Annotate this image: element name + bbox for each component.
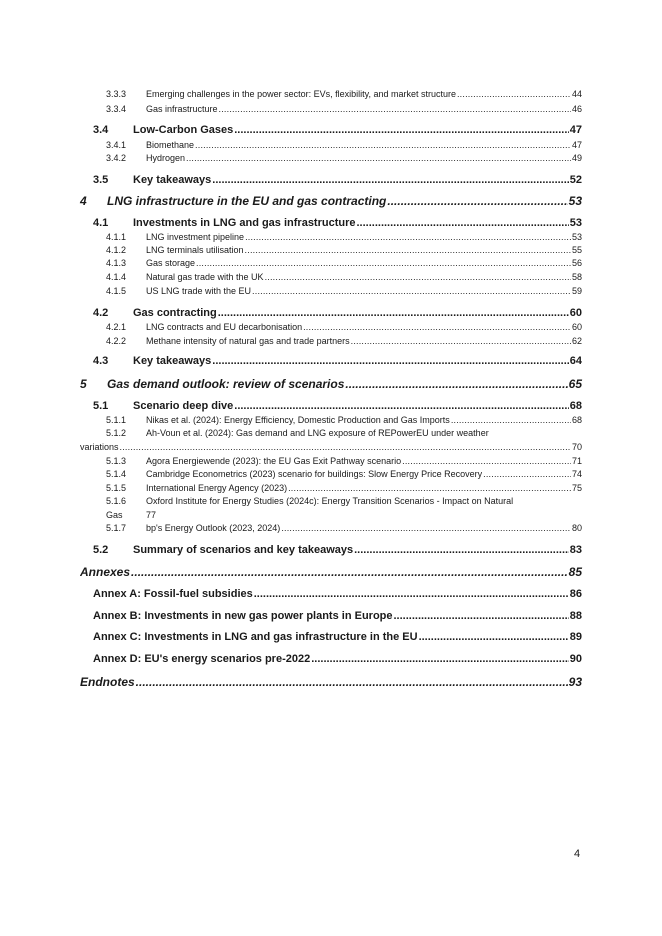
toc-entry-title: US LNG trade with the EU	[146, 286, 252, 296]
toc-entry-page: 68	[569, 400, 582, 412]
toc-entry-page: 68	[571, 415, 582, 425]
toc-entry-number: 5	[80, 377, 87, 391]
toc-leader-dots	[245, 232, 571, 242]
toc-entry-title: Endnotes	[80, 675, 135, 689]
toc-entry-title: Oxford Institute for Energy Studies (2024c): Energy Transition Scenarios - Impact on Natural	[146, 496, 514, 506]
toc-entry-4-2-1[interactable]	[80, 322, 582, 332]
toc-entry-title: Gas storage	[146, 258, 196, 268]
toc-entry-page: 62	[571, 336, 582, 346]
toc-entry-5-1-2[interactable]	[80, 428, 582, 438]
toc-entry-title: Key takeaways	[133, 355, 212, 367]
toc-entry-title: Key takeaways	[133, 174, 212, 186]
toc-entry-title: Emerging challenges in the power sector: EVs, flexibility, and market structure	[146, 89, 456, 99]
toc-entry-title: Natural gas trade with the UK	[146, 272, 264, 282]
toc-entry-number: 5.1.7	[106, 523, 127, 533]
toc-entry-number: 3.4.2	[106, 153, 127, 163]
toc-entry-page: 53	[569, 217, 582, 229]
toc-entry-page: 47	[569, 124, 582, 136]
toc-entry-title: Summary of scenarios and key takeaways	[133, 544, 354, 556]
toc-entry-page: 46	[571, 104, 582, 114]
toc-entry-number: 4.2.1	[106, 322, 127, 332]
toc-entry-title: Gas infrastructure	[146, 104, 218, 114]
toc-entry-number: 4.1	[93, 217, 109, 229]
toc-leader-dots	[195, 140, 571, 150]
toc-entry-number: 5.1.1	[106, 415, 127, 425]
toc-entry-page: 64	[569, 355, 582, 367]
toc-entry-5-1[interactable]	[80, 400, 582, 412]
toc-entry-number: 4.2	[93, 307, 109, 319]
toc-leader-dots	[281, 523, 571, 533]
toc-leader-dots	[402, 456, 571, 466]
toc-entry-title: Scenario deep dive	[133, 400, 234, 412]
toc-entry-page: 71	[571, 456, 582, 466]
page-number: 4	[574, 848, 581, 860]
toc-leader-dots	[131, 565, 568, 579]
toc-entry-number: 4.1.4	[106, 272, 127, 282]
toc-leader-dots	[212, 355, 568, 367]
toc-entry-title: LNG infrastructure in the EU and gas contracting	[107, 194, 387, 208]
toc-entry-page: 75	[571, 483, 582, 493]
toc-leader-dots	[245, 245, 571, 255]
toc-entry-title: International Energy Agency (2023)	[146, 483, 288, 493]
toc-entry-5-1-3[interactable]	[80, 456, 582, 466]
toc-entry-annexes[interactable]	[80, 565, 582, 579]
toc-entry-title: Low-Carbon Gases	[133, 124, 234, 136]
toc-entry-endnotes[interactable]	[80, 675, 582, 689]
toc-entry-title: Gas demand outlook: review of scenarios	[107, 377, 345, 391]
toc-entry-5[interactable]	[80, 377, 582, 391]
toc-entry-number: 3.3.4	[106, 104, 127, 114]
toc-entry-title: Annex A: Fossil-fuel subsidies	[93, 588, 253, 600]
toc-entry-annex-a[interactable]	[80, 588, 582, 600]
toc-entry-title: Annex B: Investments in new gas power plants in Europe	[93, 610, 393, 622]
toc-entry-number: 4.1.3	[106, 258, 127, 268]
toc-entry-title-continuation: variations	[80, 442, 119, 452]
toc-entry-title: Cambridge Econometrics (2023) scenario for buildings: Slow Energy Price Recovery	[146, 469, 483, 479]
toc-entry-title: LNG terminals utilisation	[146, 245, 244, 255]
toc-entry-number: 5.2	[93, 544, 109, 556]
toc-entry-4-1[interactable]	[80, 217, 582, 229]
toc-leader-dots	[136, 675, 568, 689]
toc-entry-page: 60	[571, 322, 582, 332]
toc-entry-number: 4.2.2	[106, 336, 127, 346]
toc-entry-page: 53	[571, 232, 582, 242]
toc-entry-page: 85	[568, 565, 582, 579]
toc-entry-title: Agora Energiewende (2023): the EU Gas Exit Pathway scenario	[146, 456, 402, 466]
toc-entry-number: 3.4.1	[106, 140, 127, 150]
toc-entry-5-1-6-continuation[interactable]	[80, 510, 582, 520]
toc-entry-5-1-4[interactable]	[80, 469, 582, 479]
toc-entry-4-2[interactable]	[80, 307, 582, 319]
toc-entry-page: 74	[571, 469, 582, 479]
toc-entry-number: 5.1	[93, 400, 109, 412]
toc-entry-3-3-4[interactable]	[80, 104, 582, 114]
toc-leader-dots	[354, 544, 569, 556]
toc-entry-page: 60	[569, 307, 582, 319]
toc-entry-4-1-2[interactable]	[80, 245, 582, 255]
toc-leader-dots	[218, 307, 569, 319]
toc-entry-number: 4.1.2	[106, 245, 127, 255]
toc-entry-number: 4	[80, 194, 87, 208]
toc-entry-page: 53	[568, 194, 582, 208]
toc-leader-dots	[351, 336, 571, 346]
toc-entry-3-3-3[interactable]	[80, 89, 582, 99]
toc-leader-dots	[457, 89, 571, 99]
toc-leader-dots	[451, 415, 571, 425]
toc-leader-dots	[483, 469, 571, 479]
toc-entry-title: Nikas et al. (2024): Energy Efficiency, Domestic Production and Gas Imports	[146, 415, 450, 425]
toc-entry-5-1-5[interactable]	[80, 483, 582, 493]
toc-entry-page: 47	[571, 140, 582, 150]
toc-entry-title: Ah-Voun et al. (2024): Gas demand and LNG exposure of REPowerEU under weather	[146, 428, 489, 438]
toc-entry-annex-b[interactable]	[80, 610, 582, 622]
toc-entry-page: 65	[568, 377, 582, 391]
toc-entry-page: 86	[569, 588, 582, 600]
toc-entry-title: Investments in LNG and gas infrastructure	[133, 217, 356, 229]
toc-entry-5-2[interactable]	[80, 544, 582, 556]
toc-entry-4-3[interactable]	[80, 355, 582, 367]
toc-entry-5-1-7[interactable]	[80, 523, 582, 533]
toc-leader-dots	[212, 174, 568, 186]
toc-leader-dots	[234, 400, 568, 412]
toc-entry-title-continuation: Gas	[106, 510, 123, 520]
toc-entry-page: 77	[146, 510, 157, 520]
toc-entry-4-2-2[interactable]	[80, 336, 582, 346]
toc-entry-4[interactable]	[80, 194, 582, 208]
toc-entry-4-1-1[interactable]	[80, 232, 582, 242]
toc-entry-4-1-3[interactable]	[80, 258, 582, 268]
toc-leader-dots	[419, 631, 569, 643]
toc-entry-5-1-1[interactable]	[80, 415, 582, 425]
toc-entry-page: 56	[571, 258, 582, 268]
toc-leader-dots	[186, 153, 571, 163]
toc-entry-number: 5.1.2	[106, 428, 127, 438]
toc-entry-page: 89	[569, 631, 582, 643]
toc-entry-5-1-6[interactable]	[80, 496, 582, 506]
toc-entry-title: Annexes	[80, 565, 131, 579]
toc-entry-number: 5.1.6	[106, 496, 127, 506]
toc-entry-page: 49	[571, 153, 582, 163]
toc-entry-number: 4.1.1	[106, 232, 127, 242]
toc-entry-page: 52	[569, 174, 582, 186]
toc-entry-number: 3.4	[93, 124, 109, 136]
toc-entry-title: Gas contracting	[133, 307, 217, 319]
toc-entry-page: 80	[571, 523, 582, 533]
toc-entry-3-4-1[interactable]	[80, 140, 582, 150]
toc-entry-title: Annex D: EU's energy scenarios pre-2022	[93, 653, 311, 665]
toc-entry-page: 55	[571, 245, 582, 255]
toc-entry-number: 4.1.5	[106, 286, 127, 296]
toc-entry-number: 5.1.4	[106, 469, 127, 479]
toc-leader-dots	[254, 588, 569, 600]
toc-leader-dots	[387, 194, 567, 208]
toc-entry-title: Methane intensity of natural gas and trade partners	[146, 336, 350, 346]
toc-entry-3-4[interactable]	[80, 124, 582, 136]
toc-entry-4-1-4[interactable]	[80, 272, 582, 282]
toc-leader-dots	[234, 124, 569, 136]
toc-entry-number: 5.1.3	[106, 456, 127, 466]
toc-leader-dots	[303, 322, 571, 332]
toc-leader-dots	[219, 104, 571, 114]
toc-entry-annex-c[interactable]	[80, 631, 582, 643]
toc-entry-page: 93	[568, 675, 582, 689]
toc-entry-page: 59	[571, 286, 582, 296]
toc-entry-page: 83	[569, 544, 582, 556]
toc-leader-dots	[345, 377, 567, 391]
toc-entry-title: LNG investment pipeline	[146, 232, 245, 242]
toc-entry-title: bp's Energy Outlook (2023, 2024)	[146, 523, 281, 533]
toc-leader-dots	[394, 610, 569, 622]
toc-entry-4-1-5[interactable]	[80, 286, 582, 296]
toc-entry-page: 88	[569, 610, 582, 622]
toc-leader-dots	[252, 286, 571, 296]
toc-leader-dots	[120, 442, 571, 452]
toc-leader-dots	[311, 653, 569, 665]
toc-entry-number: 3.5	[93, 174, 109, 186]
toc-entry-number: 5.1.5	[106, 483, 127, 493]
toc-entry-page: 58	[571, 272, 582, 282]
toc-entry-number: 3.3.3	[106, 89, 127, 99]
toc-entry-number: 4.3	[93, 355, 109, 367]
toc-leader-dots	[357, 217, 569, 229]
toc-entry-annex-d[interactable]	[80, 653, 582, 665]
toc-entry-title: LNG contracts and EU decarbonisation	[146, 322, 303, 332]
toc-entry-5-1-2-continuation[interactable]	[80, 442, 582, 452]
toc-entry-title: Biomethane	[146, 140, 195, 150]
toc-entry-title: Hydrogen	[146, 153, 186, 163]
toc-entry-page: 90	[569, 653, 582, 665]
toc-leader-dots	[265, 272, 571, 282]
toc-entry-title: Annex C: Investments in LNG and gas infrastructure in the EU	[93, 631, 418, 643]
toc-leader-dots	[288, 483, 571, 493]
toc-entry-page: 70	[571, 442, 582, 452]
toc-entry-3-4-2[interactable]	[80, 153, 582, 163]
toc-leader-dots	[196, 258, 571, 268]
toc-entry-3-5[interactable]	[80, 174, 582, 186]
toc-entry-page: 44	[571, 89, 582, 99]
